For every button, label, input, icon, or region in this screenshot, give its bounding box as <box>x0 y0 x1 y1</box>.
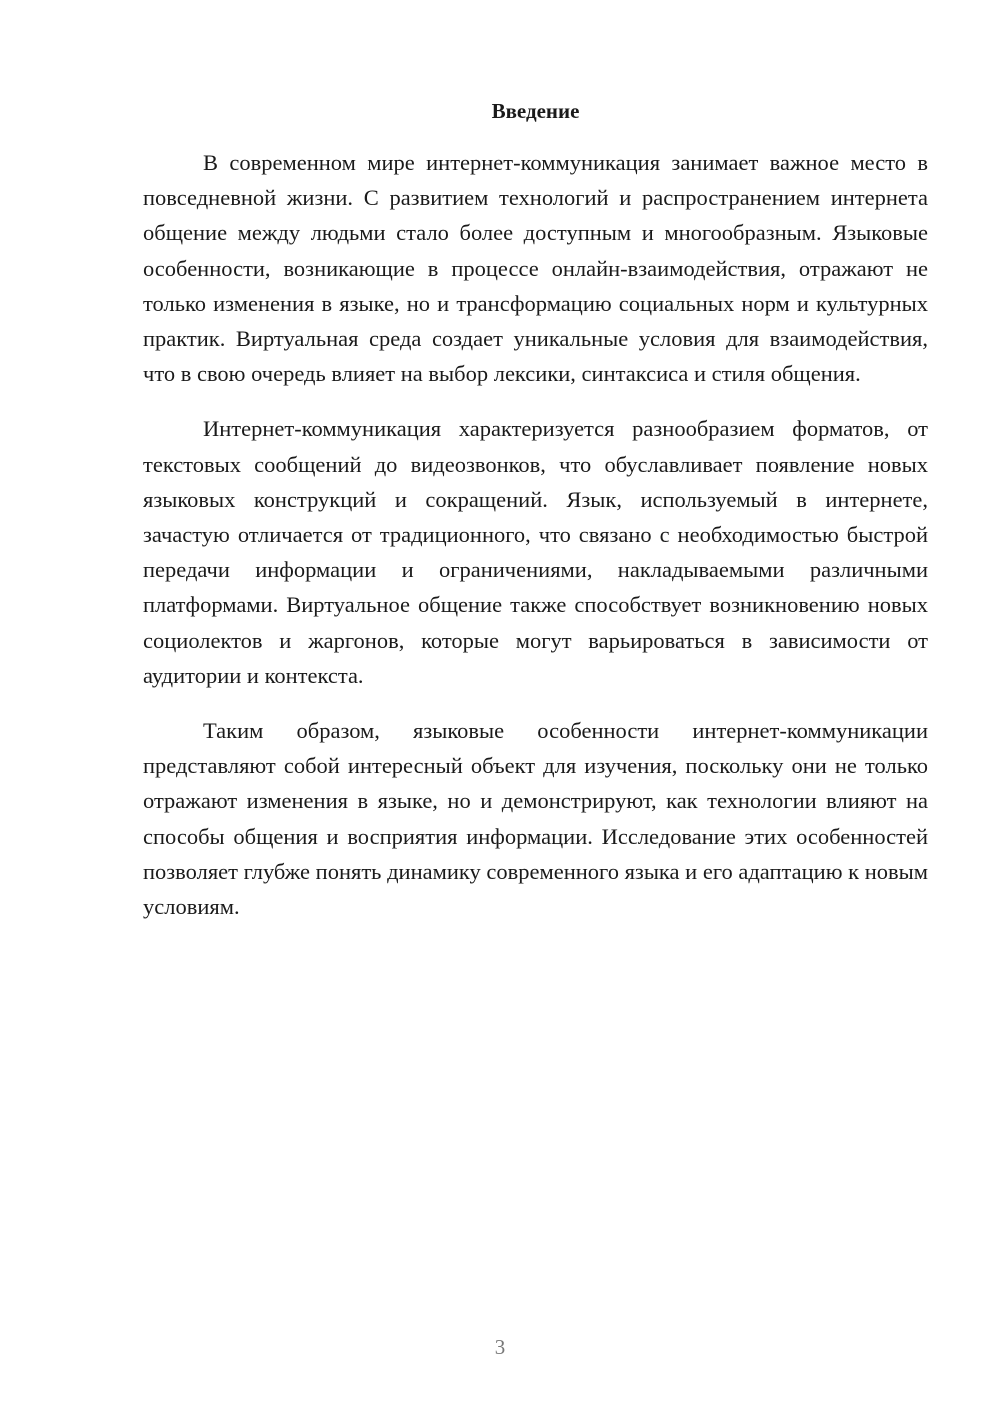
paragraph-3: Таким образом, языковые особенности интернет-коммуникации представляют собой интересный объект для изучения, поскольку они не только отражают изменения в языке, но и демонстрируют, как технологии влияют на способы общения и восприятия информации. Исследование этих особенностей позволяет глубже понять динамику современного языка и его адаптацию к новым условиям. <box>143 718 928 920</box>
page-content <box>143 97 928 944</box>
paragraph-2: Интернет-коммуникация характеризуется разнообразием форматов, от текстовых сообщений до видеозвонков, что обуславливает появление новых языковых конструкций и сокращений. Язык, используемый в интернете, зачастую отличается от традиционного, что связано с необходимостью быстрой передачи информации и ограничениями, накладываемыми различными платформами. Виртуальное общение также способствует возникновению новых социолектов и жаргонов, которые могут варьироваться в зависимости от аудитории и контекста. <box>143 416 928 688</box>
section-heading: Введение <box>491 99 580 123</box>
paragraph-1: В современном мире интернет-коммуникация занимает важное место в повседневной жизни. С развитием технологий и распространением интернета общение между людьми стало более доступным и многообразным. Языковые особенности, возникающие в процессе онлайн-взаимодействия, отражают не только изменения в языке, но и трансформацию социальных норм и культурных практик. Виртуальная среда создает уникальные условия для взаимодействия, что в свою очередь влияет на выбор лексики, синтаксиса и стиля общения. <box>143 150 928 387</box>
page-number: 3 <box>494 1335 506 1359</box>
